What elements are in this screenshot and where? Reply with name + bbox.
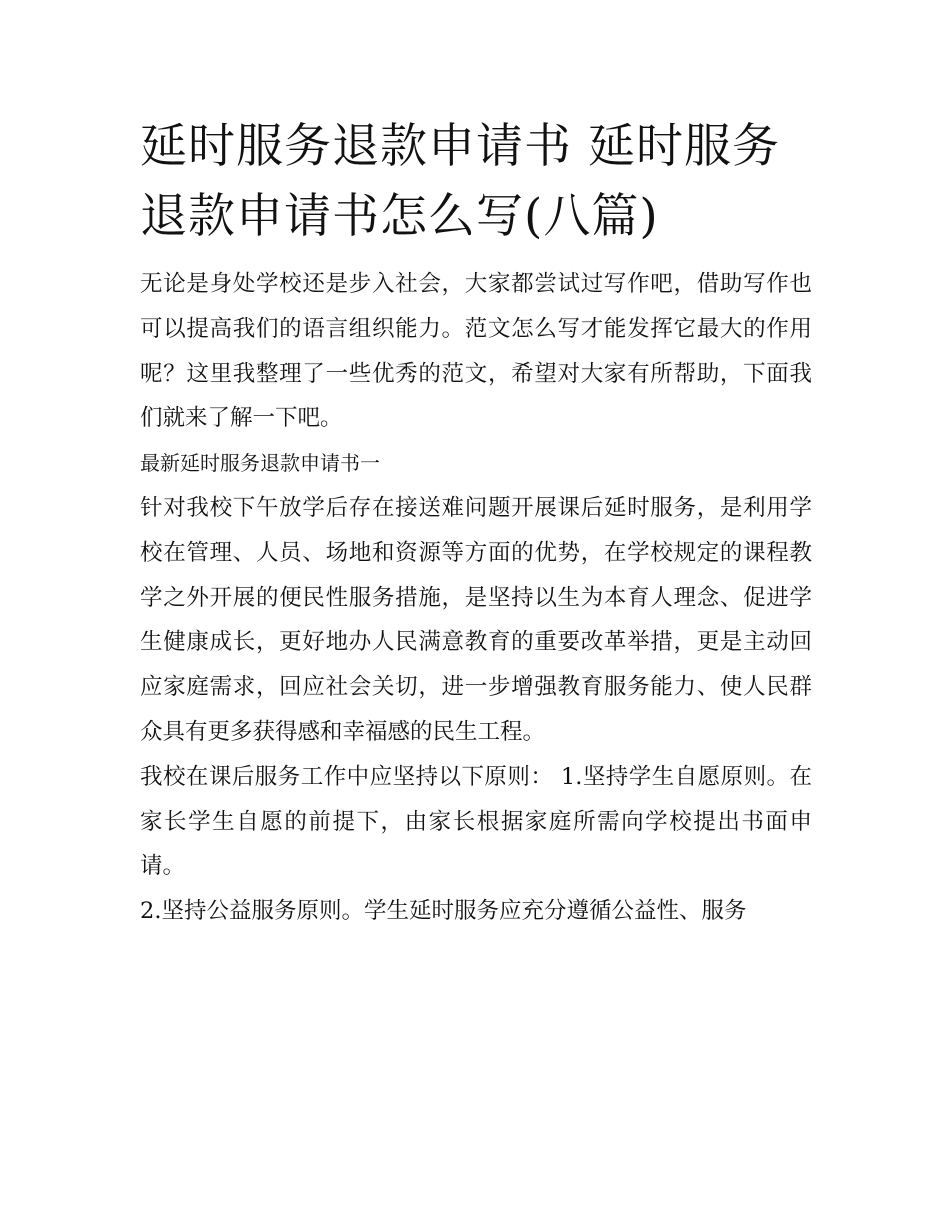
body-paragraph-3: 2.坚持公益服务原则。学生延时服务应充分遵循公益性、服务 [140,898,747,925]
document-page [140,112,812,934]
intro-paragraph: 无论是身处学校还是步入社会，大家都尝试过写作吧，借助写作也可以提高我们的语言组织能力。范文怎么写才能发挥它最大的作用呢？这里我整理了一些优秀的范文，希望对大家有所帮助，下面我们就来了解一下吧。 [140,271,812,432]
body-paragraph-1: 针对我校下午放学后存在接送难问题开展课后延时服务，是利用学校在管理、人员、场地和资源等方面的优势，在学校规定的课程教学之外开展的便民性服务措施，是坚持以生为本育人理念、促进学生健康成长，更好地办人民满意教育的重要改革举措，更是主动回应家庭需求，回应社会关切，进一步增强教育服务能力、使人民群众具有更多获得感和幸福感的民生工程。 [140,494,812,745]
document-body [140,262,812,934]
section-heading: 最新延时服务退款申请书一 [140,451,380,476]
body-paragraph-2: 我校在课后服务工作中应坚持以下原则： 1.坚持学生自愿原则。在家长学生自愿的前提下，由家长根据家庭所需向学校提出书面申请。 [140,763,812,880]
document-title: 延时服务退款申请书 延时服务退款申请书怎么写(八篇) [140,119,780,244]
